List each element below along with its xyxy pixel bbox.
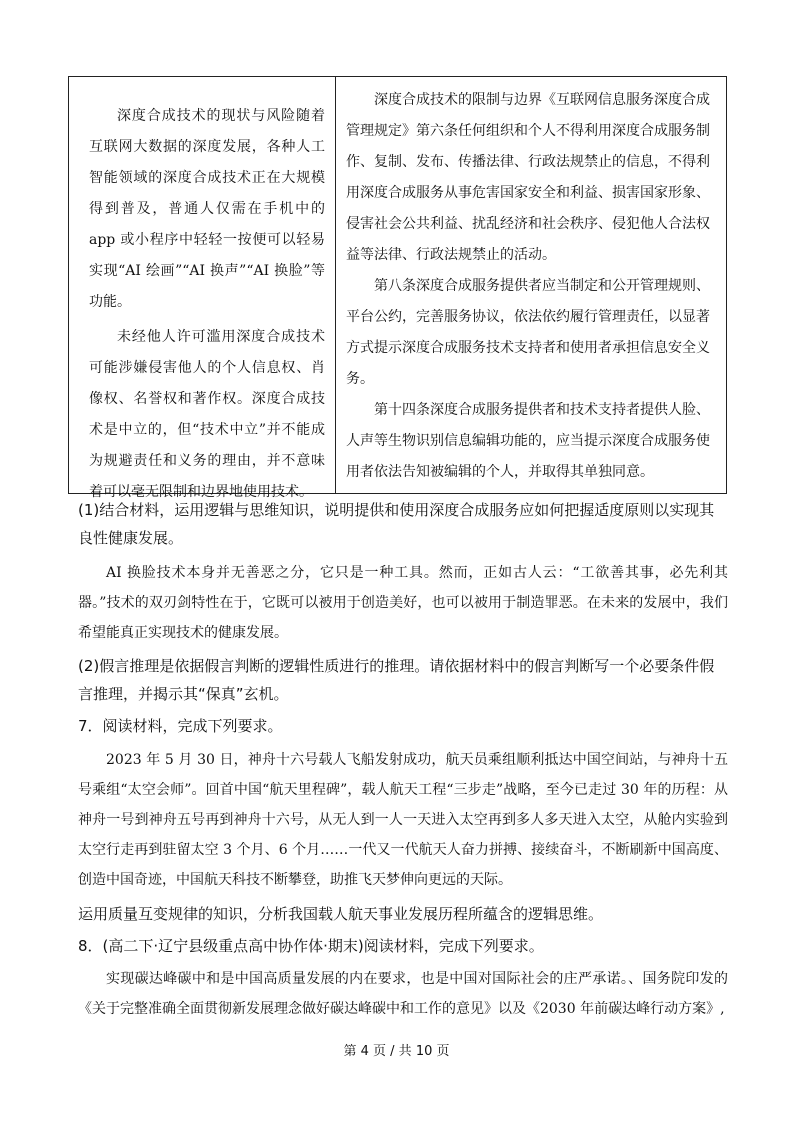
paragraph-shenzhou: 2023 年 5 月 30 日，神舟十六号载人飞船发射成功，航天员乘组顺利抵达中国空间站，与神舟十五号乘组“太空会师”。回首中国“航天里程碑”，载人航天工程“三步走”战略，至今已走过 30 年的历程：从神舟一号到神舟五号再到神舟十六号，从无人到一人一天进入太空再到多人多天进入太空，从舱内实验到太空行走再到驻留太空 3 个月、6 个月……一代又一代航天人奋力拼搏、接续奋斗，不断刷新中国高度、创造中国奇迹，中国航天科技不断攀登，助推飞天梦伸向更远的天际。 [78, 752, 728, 888]
right-paragraph-1: 深度合成技术的限制与边界《互联网信息服务深度合成管理规定》第六条任何组织和个人不得利用深度合成服务制作、复制、发布、传播法律、行政法规禁止的信息，不得利用深度合成服务从事危害国家安全和利益、损害国家形象、侵害社会公共利益、扰乱经济和社会秩序、侵犯他人合法权益等法律、行政法规禁止的活动。 [346, 92, 710, 263]
left-paragraph-1: 深度合成技术的现状与风险随着互联网大数据的深度发展，各种人工智能领域的深度合成技术正在大规模得到普及，普通人仅需在手机中的 app 或小程序中轻轻一按便可以轻易实现“AI 绘画”“AI 换声”“AI 换脸”等功能。 [89, 108, 325, 310]
table-right-column [336, 77, 726, 493]
paragraph-ai-face-swap: AI 换脸技术本身并无善恶之分，它只是一种工具。然而，正如古人云：“工欲善其事，必先利其器。”技术的双刃剑特性在于，它既可以被用于创造美好，也可以被用于制造罪恶。在未来的发展中，我们希望能真正实现技术的健康发展。 [78, 565, 728, 641]
right-paragraph-2: 第八条深度合成服务提供者应当制定和公开管理规则、平台公约，完善服务协议，依法依约履行管理责任，以显著方式提示深度合成服务技术支持者和使用者承担信息安全义务。 [346, 278, 710, 387]
paragraph-carbon: 实现碳达峰碳中和是中国高质量发展的内在要求，也是中国对国际社会的庄严承诺。、国务院印发的《关于完整准确全面贯彻新发展理念做好碳达峰碳中和工作的意见》以及《2030 年前碳达峰行动方案》, [78, 971, 728, 1017]
question-6-1: (1)结合材料，运用逻辑与思维知识，说明提供和使用深度合成服务应如何把握适度原则以实现其良性健康发展。 [78, 501, 715, 547]
left-paragraph-2: 未经他人许可滥用深度合成技术可能涉嫌侵害他人的个人信息权、肖像权、名誉权和著作权。深度合成技术是中立的，但“技术中立”并不能成为规避责任和义务的理由，并不意味着可以毫无限制和边界地使用技术。 [89, 329, 325, 500]
page-footer: 第 4 页 / 共 10 页 [343, 1044, 450, 1059]
material-table [68, 76, 727, 500]
question-7-prompt: 运用质量互变规律的知识，分析我国载人航天事业发展历程所蕴含的逻辑思维。 [78, 905, 604, 923]
question-8-title: 8．(高二下·辽宁县级重点高中协作体·期末)阅读材料，完成下列要求。 [78, 937, 544, 955]
table-left-column [69, 77, 336, 500]
question-6-2: (2)假言推理是依据假言判断的逻辑性质进行的推理。请依据材料中的假言判断写一个必要条件假言推理，并揭示其“保真”玄机。 [78, 657, 715, 703]
right-paragraph-3: 第十四条深度合成服务提供者和技术支持者提供人脸、人声等生物识别信息编辑功能的，应当提示深度合成服务使用者依法告知被编辑的个人，并取得其单独同意。 [346, 402, 710, 480]
question-7-title: 7．阅读材料，完成下列要求。 [78, 717, 283, 735]
